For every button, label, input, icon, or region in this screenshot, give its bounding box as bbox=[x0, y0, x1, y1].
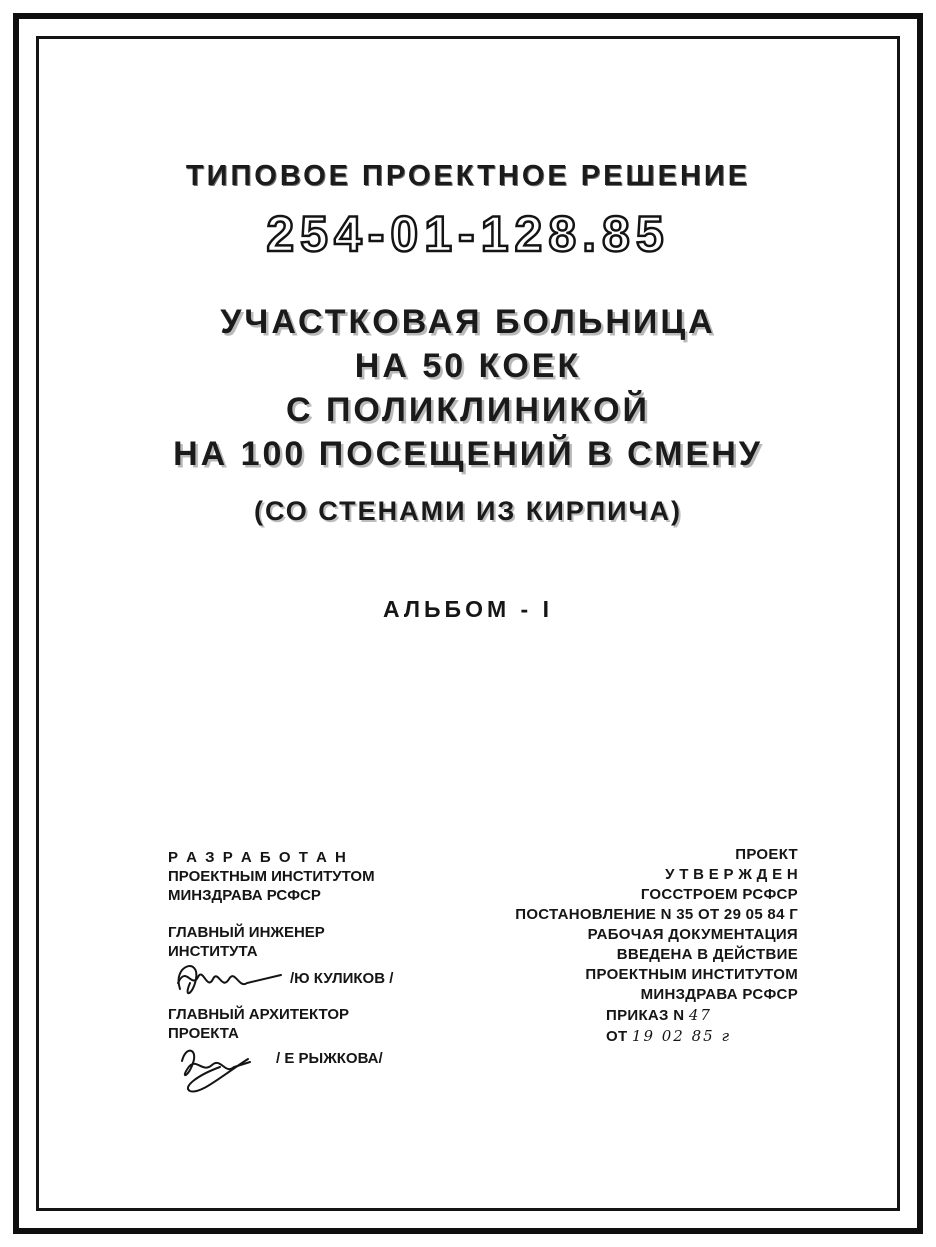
architect-signature-row bbox=[168, 1043, 498, 1103]
order-date-line bbox=[606, 1026, 798, 1047]
approval-line-3: ГОССТРОЕМ РСФСР bbox=[640, 886, 798, 903]
approval-line-7: ПРОЕКТНЫМ ИНСТИТУТОМ bbox=[585, 966, 798, 983]
order-date-label: ОТ bbox=[606, 1028, 628, 1045]
main-title-line-1: УЧАСТКОВАЯ БОЛЬНИЦА bbox=[220, 303, 716, 341]
engineer-signature-icon bbox=[170, 953, 288, 999]
order-number: 47 bbox=[688, 1006, 712, 1024]
approval-line-6: ВВЕДЕНА В ДЕЙСТВИЕ bbox=[616, 946, 798, 963]
order-label: ПРИКАЗ N bbox=[606, 1007, 685, 1024]
order-date-value: 19 02 85 г bbox=[631, 1027, 732, 1045]
approval-block bbox=[438, 845, 798, 1047]
approval-line-4: ПОСТАНОВЛЕНИЕ N 35 ОТ 29 05 84 Г bbox=[515, 906, 798, 923]
main-title-line-3: С ПОЛИКЛИНИКОЙ bbox=[285, 391, 650, 429]
architect-role-line-1: ГЛАВНЫЙ АРХИТЕКТОР bbox=[168, 1006, 349, 1023]
subtitle-wall-material: (СО СТЕНАМИ ИЗ КИРПИЧА) bbox=[253, 496, 683, 526]
main-title-line-4: НА 100 ПОСЕЩЕНИЙ В СМЕНУ bbox=[173, 435, 763, 473]
engineer-role-line-2: ИНСТИТУТА bbox=[168, 943, 258, 960]
approval-line-1: ПРОЕКТ bbox=[735, 846, 798, 863]
album-label: АЛЬБОМ - I bbox=[383, 596, 553, 622]
architect-signature-icon bbox=[170, 1039, 274, 1099]
architect-role-line-2: ПРОЕКТА bbox=[168, 1025, 239, 1042]
main-title bbox=[0, 300, 936, 476]
main-title-line-2: НА 50 КОЕК bbox=[354, 347, 582, 385]
project-number: 254-01-128.85 bbox=[266, 206, 670, 262]
developed-org-line-2: МИНЗДРАВА РСФСР bbox=[168, 887, 321, 904]
engineer-name: /Ю КУЛИКОВ / bbox=[290, 970, 394, 987]
developed-org-line-1: ПРОЕКТНЫМ ИНСТИТУТОМ bbox=[168, 868, 375, 885]
order-line bbox=[606, 1005, 798, 1026]
approval-line-8: МИНЗДРАВА РСФСР bbox=[640, 986, 798, 1003]
architect-name: / Е РЫЖКОВА/ bbox=[276, 1050, 383, 1067]
engineer-role-line-1: ГЛАВНЫЙ ИНЖЕНЕР bbox=[168, 924, 325, 941]
document-type-heading: ТИПОВОЕ ПРОЕКТНОЕ РЕШЕНИЕ bbox=[185, 160, 751, 192]
approval-line-2: У Т В Е Р Ж Д Е Н bbox=[665, 866, 798, 883]
approval-line-5: РАБОЧАЯ ДОКУМЕНТАЦИЯ bbox=[587, 926, 798, 943]
developed-title: Р А З Р А Б О Т А Н bbox=[168, 849, 348, 866]
